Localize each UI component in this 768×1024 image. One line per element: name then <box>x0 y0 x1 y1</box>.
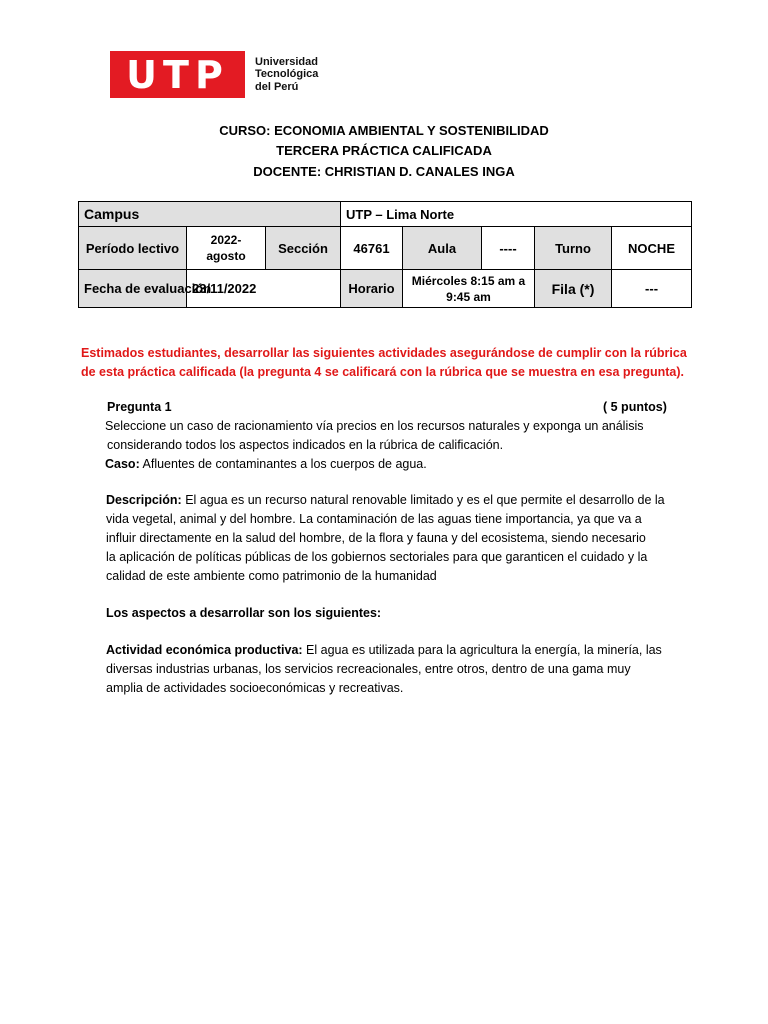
aspects-heading: Los aspectos a desarrollar son los siguientes: <box>106 606 382 620</box>
periodo-row <box>79 227 692 270</box>
desc-line-2: vida vegetal, animal y del hombre. La contaminación de las aguas tiene importancia, ya que va a <box>106 512 642 526</box>
info-table <box>78 201 692 308</box>
seccion-label: Sección <box>266 227 341 270</box>
case-text: Afluentes de contaminantes a los cuerpos de agua. <box>139 457 427 471</box>
turno-value: NOCHE <box>612 227 692 270</box>
desc-line-1: Descripción: El agua es un recurso natural renovable limitado y es el que permite el desarrollo de la <box>106 493 665 507</box>
turno-label: Turno <box>535 227 612 270</box>
periodo-value: 2022-agosto <box>187 227 266 270</box>
logo-line-2: Tecnológica <box>255 68 319 81</box>
logo-wordmark <box>255 56 318 94</box>
activity-line-3: amplia de actividades socioeconómicas y recreativas. <box>106 681 404 695</box>
practice-title: TERCERA PRÁCTICA CALIFICADA <box>276 143 492 158</box>
fila-value: --- <box>612 270 692 308</box>
activity-line-1: Actividad económica productiva: El agua es utilizada para la agricultura la energía, la minería, las <box>106 643 662 657</box>
course-title: CURSO: ECONOMIA AMBIENTAL Y SOSTENIBILIDAD <box>219 123 549 138</box>
fila-label: Fila (*) <box>535 270 612 308</box>
logo-line-3: del Perú <box>255 80 299 93</box>
instructions-line-1: Estimados estudiantes, desarrollar las siguientes actividades asegurándose de cumplir con la rúbrica <box>81 346 687 360</box>
activity-label: Actividad económica productiva: <box>106 643 303 657</box>
question-points: ( 5 puntos) <box>603 400 667 414</box>
case-label: Caso: <box>105 457 140 471</box>
desc-line-4: la aplicación de políticas públicas de los gobiernos sectoriales para que garanticen el cuidado y la <box>106 550 648 564</box>
utp-logo <box>110 51 318 98</box>
activity-line-2: diversas industrias urbanas, los servicios recreacionales, entre otros, dentro de una gama muy <box>106 662 631 676</box>
description <box>106 491 706 586</box>
desc-line-5: calidad de este ambiente como patrimonio de la humanidad <box>106 569 437 583</box>
campus-value: UTP – Lima Norte <box>341 202 692 227</box>
desc-label: Descripción: <box>106 493 182 507</box>
seccion-value: 46761 <box>341 227 403 270</box>
aula-value: ---- <box>482 227 535 270</box>
horario-value: Miércoles 8:15 am a 9:45 am <box>403 270 535 308</box>
aula-label: Aula <box>403 227 482 270</box>
horario-label: Horario <box>341 270 403 308</box>
campus-label: Campus <box>79 202 341 227</box>
instructions-line-2: de esta práctica calificada (la pregunta 4 se calificará con la rúbrica que se muestra en esa pregunta). <box>81 365 685 379</box>
desc-line-3: influir directamente en la salud del hombre, de la flora y fauna y del ecosistema, siendo necesario <box>106 531 646 545</box>
statement-line-2: considerando todos los aspectos indicados en la rúbrica de calificación. <box>107 438 504 452</box>
fecha-row <box>79 270 692 308</box>
logo-mark: UTP <box>110 51 245 98</box>
question-statement <box>105 417 705 474</box>
case-line <box>105 455 705 474</box>
teacher-title: DOCENTE: CHRISTIAN D. CANALES INGA <box>253 164 515 179</box>
instructions <box>81 344 691 382</box>
question-title: Pregunta 1 <box>107 400 172 414</box>
logo-line-1: Universidad <box>255 55 318 68</box>
fecha-value: 23/11/2022 <box>187 270 341 308</box>
statement-line-1: Seleccione un caso de racionamiento vía precios en los recursos naturales y exponga un análisis <box>105 419 644 433</box>
periodo-label: Período lectivo <box>79 227 187 270</box>
activity-section <box>106 641 706 698</box>
fecha-label: Fecha de evaluación <box>79 270 187 308</box>
campus-row <box>79 202 692 227</box>
